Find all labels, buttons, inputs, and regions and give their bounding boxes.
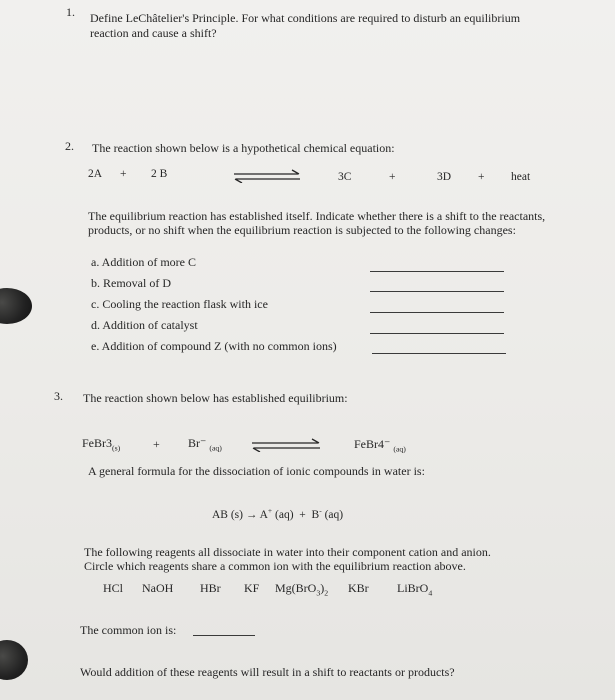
answer-blank-e[interactable] [372,353,506,354]
q2-item-b: b. Removal of D [91,276,171,290]
q2-plus-3: + [478,171,485,183]
q3-reactant-febr3: $FeBr3_{(s)}$ [82,436,121,453]
q1-text-line1: Define LeChâtelier's Principle. For what conditions are required to disturb an equilibrium [90,11,521,25]
q2-item-c: c. Cooling the reaction flask with ice [91,297,268,311]
common-ion-blank[interactable] [193,635,255,636]
q1-number: 1. [66,5,75,19]
q3-reagents-line2: Circle which reagents share a common ion with the equilibrium reaction above. [84,559,466,573]
q2-heat: heat [511,171,531,183]
reagent-naoh[interactable]: NaOH [142,581,174,595]
equilibrium-arrow-icon [232,169,302,183]
q2-instruction-line2: products, or no shift when the equilibrium reaction is subjected to the following changes: [88,223,516,237]
answer-blank-d[interactable] [370,333,504,334]
reagent-hbr[interactable]: HBr [200,581,221,595]
q2-plus-1: + [120,168,127,180]
q2-product-d: 3D [437,171,452,183]
reagent-libro4[interactable]: LiBrO$_4$ [397,581,433,598]
answer-blank-a[interactable] [370,271,504,272]
q1-text-line2: reaction and cause a shift? [90,26,217,40]
reagent-mgbro3[interactable]: $Mg(BrO_3)_2$ [275,581,329,598]
q2-reactant-a: 2A [88,168,103,180]
q3-dissociation-equation: AB (s) → A+ (aq) + B- (aq) [212,506,344,521]
q2-number: 2. [65,139,74,153]
reagent-kbr[interactable]: KBr [348,581,369,595]
q3-general-formula-text: A general formula for the dissociation of ionic compounds in water is: [88,464,425,478]
reagent-kf[interactable]: KF [244,581,260,595]
reagent-hcl[interactable]: HCl [103,581,124,595]
answer-blank-c[interactable] [370,312,504,313]
q3-reactant-br: Br⁻ $_{(aq)}$ [188,436,222,453]
q2-item-e: e. Addition of compound Z (with no common ions) [91,339,337,353]
q3-common-ion-label: The common ion is: [80,623,177,637]
equilibrium-arrow-icon [250,438,322,452]
answer-blank-b[interactable] [370,291,504,292]
q2-product-c: 3C [338,171,352,183]
q2-intro: The reaction shown below is a hypothetical chemical equation: [92,141,395,155]
q2-instruction-line1: The equilibrium reaction has established itself. Indicate whether there is a shift to the reactants, [88,209,546,223]
q3-final-question: Would addition of these reagents will result in a shift to reactants or products? [80,665,455,679]
q2-item-a: a. Addition of more C [91,255,196,269]
right-arrow-icon: → [245,508,258,521]
q3-number: 3. [54,389,63,403]
q3-product-febr4: FeBr4⁻ $_{(aq)}$ [354,437,406,454]
q3-reagents-line1: The following reagents all dissociate in water into their component cation and anion. [84,545,491,559]
q2-reactant-b: 2 B [151,168,168,180]
q2-plus-2: + [389,171,396,183]
q3-intro: The reaction shown below has established equilibrium: [83,391,348,405]
q3-plus: + [153,437,160,451]
q2-item-d: d. Addition of catalyst [91,318,198,332]
